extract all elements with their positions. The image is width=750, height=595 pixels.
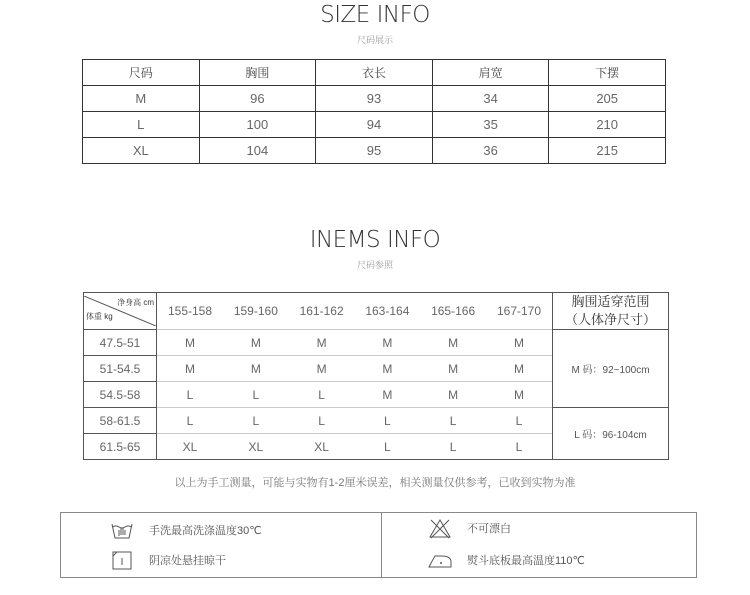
size-cell: M — [223, 356, 289, 382]
range-header — [553, 293, 669, 330]
range-header-title: 胸围适穿范围 — [571, 294, 650, 309]
size-cell: L — [157, 382, 223, 408]
care-label: 不可漂白 — [467, 523, 511, 535]
size-cell: L — [486, 408, 553, 434]
size-cell: M — [420, 330, 486, 356]
size-cell: L — [289, 382, 355, 408]
size-table-header: 尺码 — [83, 60, 200, 86]
height-header: 163-164 — [365, 304, 410, 318]
size-cell: L — [354, 408, 420, 434]
size-info-title: SIZE INFO — [320, 2, 430, 28]
size-cell: XL — [157, 434, 223, 460]
size-cell: M — [420, 356, 486, 382]
size-cell: L — [420, 408, 486, 434]
weight-label: 58-61.5 — [84, 408, 157, 434]
no-bleach-icon — [427, 517, 453, 539]
care-line-dry — [109, 549, 226, 571]
size-cell: L — [83, 112, 200, 138]
size-cell: M — [486, 330, 553, 356]
table-row — [84, 330, 669, 356]
size-cell: 100 — [199, 112, 316, 138]
size-cell: 36 — [432, 138, 549, 164]
care-no-bleach — [427, 517, 511, 539]
inems-table-header-row — [84, 293, 669, 330]
size-cell: M — [83, 86, 200, 112]
size-cell: L — [223, 408, 289, 434]
weight-label: 61.5-65 — [84, 434, 157, 460]
height-header: 161-162 — [299, 304, 344, 318]
size-table-header: 肩宽 — [432, 60, 549, 86]
size-cell: XL — [223, 434, 289, 460]
size-cell: M — [354, 382, 420, 408]
care-hand-wash — [109, 519, 262, 541]
size-cell: L — [289, 408, 355, 434]
size-cell: M — [157, 356, 223, 382]
iron-icon — [427, 549, 453, 571]
size-cell: M — [420, 382, 486, 408]
care-instructions — [60, 512, 697, 578]
size-table-header: 胸围 — [199, 60, 316, 86]
size-cell: 104 — [199, 138, 316, 164]
size-cell: M — [289, 356, 355, 382]
corner-cell — [84, 293, 157, 330]
care-iron — [427, 549, 585, 571]
care-label: 熨斗底板最高温度110℃ — [467, 555, 585, 567]
size-cell: 34 — [432, 86, 549, 112]
size-cell: M — [486, 356, 553, 382]
size-cell: M — [289, 330, 355, 356]
table-row — [83, 138, 666, 164]
weight-label: 47.5-51 — [84, 330, 157, 356]
measurement-note: 以上为手工测量，可能与实物有1-2厘米误差，相关测量仅供参考，已收到实物为准 — [174, 477, 576, 489]
table-row — [84, 408, 669, 434]
size-cell: M — [354, 330, 420, 356]
weight-label: 54.5-58 — [84, 382, 157, 408]
care-label: 手洗最高洗涤温度30℃ — [149, 525, 262, 537]
size-cell: L — [157, 408, 223, 434]
hand-wash-icon — [109, 519, 135, 541]
size-cell: L — [223, 382, 289, 408]
height-header: 167-170 — [496, 304, 542, 318]
table-row — [83, 112, 666, 138]
size-cell: 95 — [316, 138, 433, 164]
height-header: 159-160 — [233, 304, 278, 318]
size-cell: L — [354, 434, 420, 460]
inems-table — [83, 292, 669, 460]
inems-info-title: INEMS INFO — [309, 227, 441, 253]
table-row — [83, 86, 666, 112]
size-cell: M — [157, 330, 223, 356]
care-divider — [381, 513, 382, 577]
care-label: 阴凉处悬挂晾干 — [149, 555, 226, 567]
range-header-sub: （人体净尺寸） — [564, 312, 656, 327]
size-cell: M — [486, 382, 553, 408]
size-cell: 210 — [549, 112, 666, 138]
range-l: L 码：96-104cm — [553, 408, 669, 460]
size-cell: L — [420, 434, 486, 460]
height-header: 165-166 — [431, 304, 476, 318]
weight-axis-label: 体重 kg — [86, 312, 113, 321]
size-table-header-row — [83, 60, 666, 86]
size-cell: 35 — [432, 112, 549, 138]
height-axis-label: 净身高 cm — [117, 298, 154, 307]
height-header: 155-158 — [167, 304, 213, 318]
size-cell: 205 — [549, 86, 666, 112]
size-table — [82, 59, 666, 164]
size-info-subtitle: 尺码展示 — [356, 36, 393, 46]
inems-info-subtitle: 尺码参照 — [356, 261, 393, 271]
size-cell: 215 — [549, 138, 666, 164]
size-cell: 94 — [316, 112, 433, 138]
size-cell: L — [486, 434, 553, 460]
size-table-header: 衣长 — [316, 60, 433, 86]
line-dry-shade-icon — [109, 549, 135, 571]
size-cell: 96 — [199, 86, 316, 112]
size-cell: XL — [83, 138, 200, 164]
size-cell: 93 — [316, 86, 433, 112]
size-cell: XL — [289, 434, 355, 460]
size-table-header: 下摆 — [549, 60, 666, 86]
range-m: M 码：92~100cm — [553, 330, 669, 408]
size-cell: M — [354, 356, 420, 382]
weight-label: 51-54.5 — [84, 356, 157, 382]
size-cell: M — [223, 330, 289, 356]
